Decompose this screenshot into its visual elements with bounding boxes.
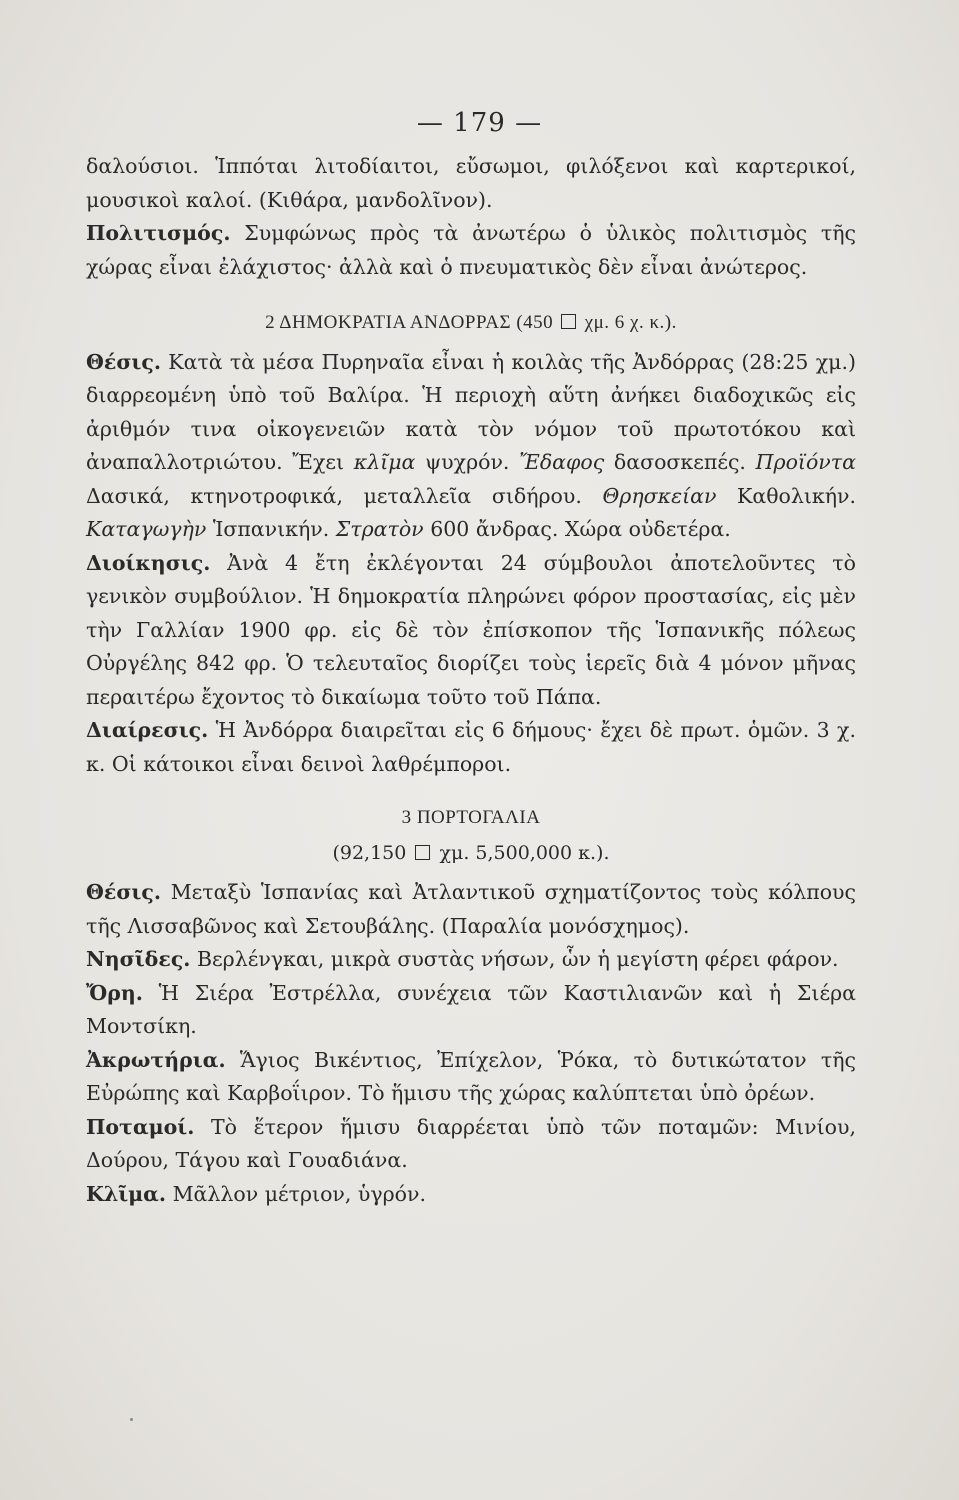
politismos-label: Πολιτισμός. [86, 221, 231, 245]
portugal-thesis-paragraph [86, 876, 856, 943]
square-km-icon [561, 314, 576, 329]
portugal-potamoi-paragraph [86, 1111, 856, 1178]
andorra-diairesis-text: Ἡ Ἀνδόρρα διαιρεῖται εἰς 6 δήμους· ἔχει δὲ πρωτ. ὁμῶν. 3 χ. κ. Οἱ κάτοικοι εἶναι δεινοὶ λαθρέμποροι. [86, 718, 856, 776]
portugal-akrotiria-paragraph [86, 1044, 856, 1111]
andorra-thriskeia-label: Θρησκείαν [602, 483, 717, 508]
portugal-nisides-label: Νησῖδες. [86, 947, 191, 971]
andorra-thesis-paragraph [86, 346, 856, 547]
andorra-katagogi-text: Ἱσπανικήν. [212, 517, 330, 541]
politismos-paragraph [86, 217, 856, 284]
paper-speck [130, 1418, 133, 1421]
andorra-dioikisis-label: Διοίκησις. [86, 550, 211, 575]
portugal-nisides-paragraph [86, 943, 856, 977]
andorra-proionta-text: Δασικά, κτηνοτροφικά, μεταλλεῖα σιδήρου. [86, 483, 582, 508]
andorra-edafos-text: δασοσκεπές. [613, 450, 746, 474]
square-km-icon [415, 845, 430, 860]
andorra-edafos-label: Ἔδαφος [519, 450, 605, 474]
intro-paragraph: δαλούσιοι. Ἱππόται λιτοδίαιτοι, εὔσωμοι, φιλόξενοι καὶ καρτερικοί, μουσικοὶ καλοί. (Κιθάρα, μανδολῖνον). [86, 154, 856, 212]
andorra-stats-open: (450 [516, 312, 554, 333]
andorra-title: 2 ΔΗΜΟΚΡΑΤΙΑ ΑΝΔΟΡΡΑΣ [265, 312, 512, 333]
portugal-akrotiria-label: Ἀκρωτήρια. [86, 1047, 226, 1072]
andorra-stratos-label: Στρατὸν [335, 517, 424, 541]
andorra-diairesis-label: Διαίρεσις. [86, 718, 209, 742]
portugal-nisides-text: Βερλένγκαι, μικρὰ συστὰς νήσων, ὧν ἡ μεγίστη φέρει φάρον. [196, 947, 839, 971]
portugal-ori-text: Ἡ Σιέρα Ἐστρέλλα, συνέχεια τῶν Καστιλιανῶν καὶ ἡ Σιέρα Μοντσίκη. [86, 980, 856, 1038]
portugal-potamoi-label: Ποταμοί. [86, 1114, 195, 1139]
portugal-ori-paragraph [86, 977, 856, 1044]
andorra-thesis-label: Θέσις. [86, 349, 161, 374]
andorra-katagogi-label: Καταγωγὴν [86, 517, 207, 541]
portugal-thesis-text: Μεταξὺ Ἱσπανίας καὶ Ἀτλαντικοῦ σχηματίζοντος τοὺς κόλπους τῆς Λισσαβῶνος καὶ Σετουβάλης. (Παραλία μονόσχημος). [86, 880, 856, 938]
andorra-dioikisis-text: Ἀνὰ 4 ἔτη ἐκλέγονται 24 σύμβουλοι ἀποτελοῦντες τὸ γενικὸν συμβούλιον. Ἡ δημοκρατία πληρώνει φόρον προστασίας, εἰς μὲν τὴν Γαλλίαν 1900 φρ. εἰς δὲ τὸν ἐπίσκοπον τῆς Ἱσπανικῆς πόλεως Οὐργέλης 842 φρ. Ὁ τελευταῖος διορίζει τοὺς ἱερεῖς διὰ 4 μόνον μῆνας περαιτέρω ἔχοντος τὸ δικαίωμα τοῦτο τοῦ Πάπα. [86, 550, 856, 709]
andorra-dioikisis-paragraph [86, 547, 856, 715]
politismos-text: Συμφώνως πρὸς τὰ ἀνωτέρω ὁ ὑλικὸς πολιτισμὸς τῆς χώρας εἶναι ἐλάχιστος· ἀλλὰ καὶ ὁ πνευματικὸς δὲν εἶναι ἀνώτερος. [86, 221, 856, 279]
page-number: — 179 — [416, 108, 543, 138]
andorra-thesis-text: Κατὰ τὰ μέσα Πυρηναῖα εἶναι ἡ κοιλὰς τῆς Ἀνδόρρας (28:25 χμ.) διαρρεομένη ὑπὸ τοῦ Βαλίρα. Ἡ περιοχὴ αὕτη ἀνήκει διαδοχικῶς εἰς ἀριθμόν τινα οἰκογενειῶν κατὰ τὸν νόμον τοῦ πρωτοτόκου καὶ ἀναπαλλοτριώτου. Ἔχει [86, 349, 856, 474]
portugal-klima-text: Μᾶλλον μέτριον, ὑγρόν. [172, 1181, 426, 1206]
portugal-klima-label: Κλῖμα. [86, 1181, 167, 1206]
andorra-stratos-text: 600 ἄνδρας. Χώρα οὐδετέρα. [430, 517, 731, 541]
portugal-ori-label: Ὄρη. [86, 980, 143, 1005]
portugal-stats [86, 837, 856, 871]
portugal-stats-close: χμ. 5,500,000 κ.). [439, 841, 610, 864]
andorra-thriskeia-text: Καθολικήν. [737, 483, 856, 508]
andorra-proionta-label: Προϊόντα [755, 450, 856, 474]
andorra-diairesis-paragraph [86, 714, 856, 781]
portugal-potamoi-text: Τὸ ἕτερον ἥμισυ διαρρέεται ὑπὸ τῶν ποταμῶν: Μινίου, Δούρου, Τάγου καὶ Γουαδιάνα. [86, 1114, 856, 1172]
andorra-klima-label: κλῖμα [353, 450, 416, 474]
portugal-stats-open: (92,150 [332, 841, 407, 864]
andorra-klima-text: ψυχρόν. [425, 450, 510, 474]
portugal-thesis-label: Θέσις. [86, 880, 161, 904]
page-body [86, 150, 856, 1211]
andorra-heading [86, 306, 856, 340]
andorra-stats-close: χμ. 6 χ. κ.). [584, 312, 677, 333]
portugal-akrotiria-text: Ἅγιος Βικέντιος, Ἐπίχελον, Ῥόκα, τὸ δυτικώτατον τῆς Εὐρώπης καὶ Καρβοΐιρον. Τὸ ἥμισυ τῆς χώρας καλύπτεται ὑπὸ ὀρέων. [86, 1047, 856, 1105]
portugal-heading: 3 ΠΟΡΤΟΓΑΛΙΑ [401, 807, 541, 828]
portugal-klima-paragraph [86, 1178, 856, 1212]
